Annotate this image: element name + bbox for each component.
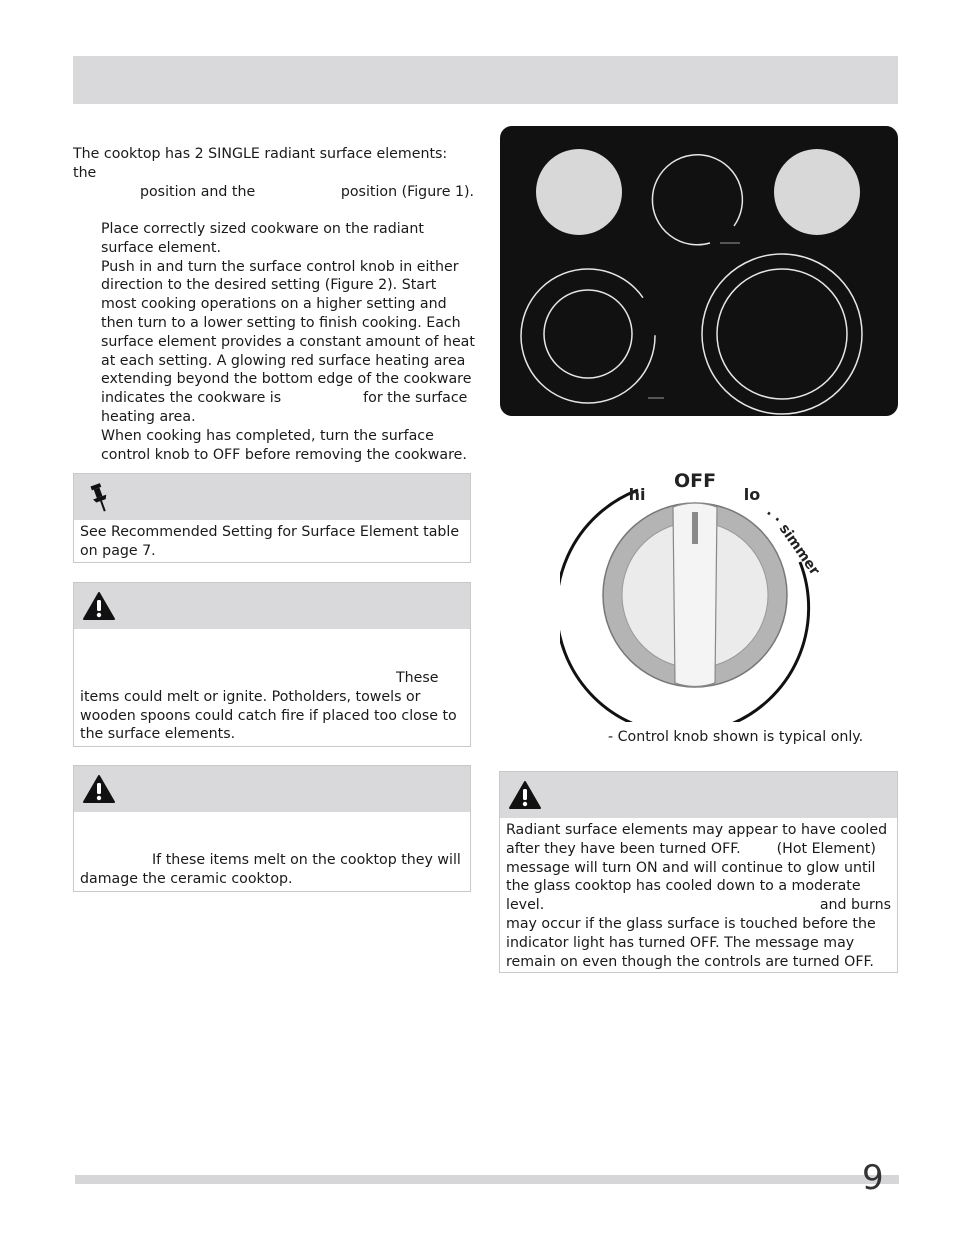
knob-caption: - Control knob shown is typical only.	[608, 729, 864, 745]
step-2	[101, 258, 475, 427]
step-3: When cooking has completed, turn the surface control knob to OFF before removing the cookware.	[101, 427, 467, 463]
header-banner	[73, 56, 898, 104]
caution-box-1	[73, 582, 471, 747]
step-2-text: Push in and turn the surface control knob in either direction to the desired setting (Figure 2). Start most cooking operations on a higher setting and then turn to a lower setting to finish cooking. Each surface element provides a constant amount of heat at each setting. A glowing red surface heating area extending beyond the bottom edge of the cookware indicates	[101, 258, 475, 407]
cooktop-figure	[500, 126, 898, 416]
knob-label-simmer: simmer	[775, 521, 823, 579]
caution-3-line-1: Radiant surface elements may appear to have cooled	[506, 822, 888, 838]
knob-label-off: OFF	[673, 470, 717, 492]
caution-2-header	[74, 766, 470, 812]
element-left-rear	[536, 149, 622, 235]
step-1: Place correctly sized cookware on the radiant surface element.	[101, 221, 424, 256]
caution-2-text-a: If these items melt on the cooktop they will	[152, 852, 461, 868]
caution-2-text-b: damage the ceramic cooktop.	[80, 870, 293, 887]
caution-3-header	[500, 772, 897, 818]
cooktop-marking-front	[648, 397, 664, 399]
knob-simmer-dots: . .	[763, 503, 786, 526]
intro-paragraph	[73, 145, 473, 201]
caution-3-line-5a: level.	[506, 897, 545, 914]
caution-box-2	[73, 765, 471, 892]
note-header	[74, 474, 470, 520]
caution-1-text-b: items could melt or ignite. Potholders, towels or wooden spoons could catch fire if placed too close to the surface elements.	[80, 688, 457, 743]
instruction-steps	[101, 220, 475, 464]
warning-icon	[82, 774, 116, 804]
element-right-rear	[774, 149, 860, 235]
caution-3-line-3: message will turn ON and will continue to glow until	[506, 859, 876, 876]
caution-3-line-2a: after they have been turned OFF.	[506, 840, 741, 857]
control-knob-figure	[560, 462, 830, 722]
step-2-tail-c: area.	[159, 408, 196, 425]
note-text: See Recommended Setting for Surface Element table on page 7.	[80, 524, 460, 559]
note-box	[73, 473, 471, 563]
page-number: 9	[862, 1158, 884, 1198]
knob-pointer	[692, 512, 698, 544]
cooktop-marking-rear	[720, 242, 740, 244]
knob-label-hi: hi	[628, 485, 646, 504]
intro-line-2: position and the position (Figure 1).	[140, 183, 475, 200]
step-2-tail-b: for the surface heating	[101, 390, 468, 425]
warning-icon	[508, 780, 542, 810]
caution-box-3	[499, 771, 898, 973]
caution-1-text-a: These	[396, 670, 439, 686]
footer-bar	[75, 1175, 899, 1184]
caution-3-rest: may occur if the glass surface is touched before the indicator light has turned OFF. The message may remain on even though the controls are turned OFF.	[506, 915, 876, 970]
caution-3-line-4: the glass cooktop has cooled down to a moderate	[506, 878, 861, 895]
caution-1-header	[74, 583, 470, 629]
intro-line-1: The cooktop has 2 SINGLE radiant surface elements: the	[73, 146, 448, 181]
knob-label-lo: lo	[743, 485, 761, 504]
step-2-tail-a: the cookware is	[169, 390, 282, 407]
warning-icon	[82, 591, 116, 621]
caution-3-line-2b: (Hot Element)	[776, 840, 876, 857]
pushpin-icon	[88, 482, 112, 514]
caution-3-line-5b: and burns	[819, 897, 891, 914]
